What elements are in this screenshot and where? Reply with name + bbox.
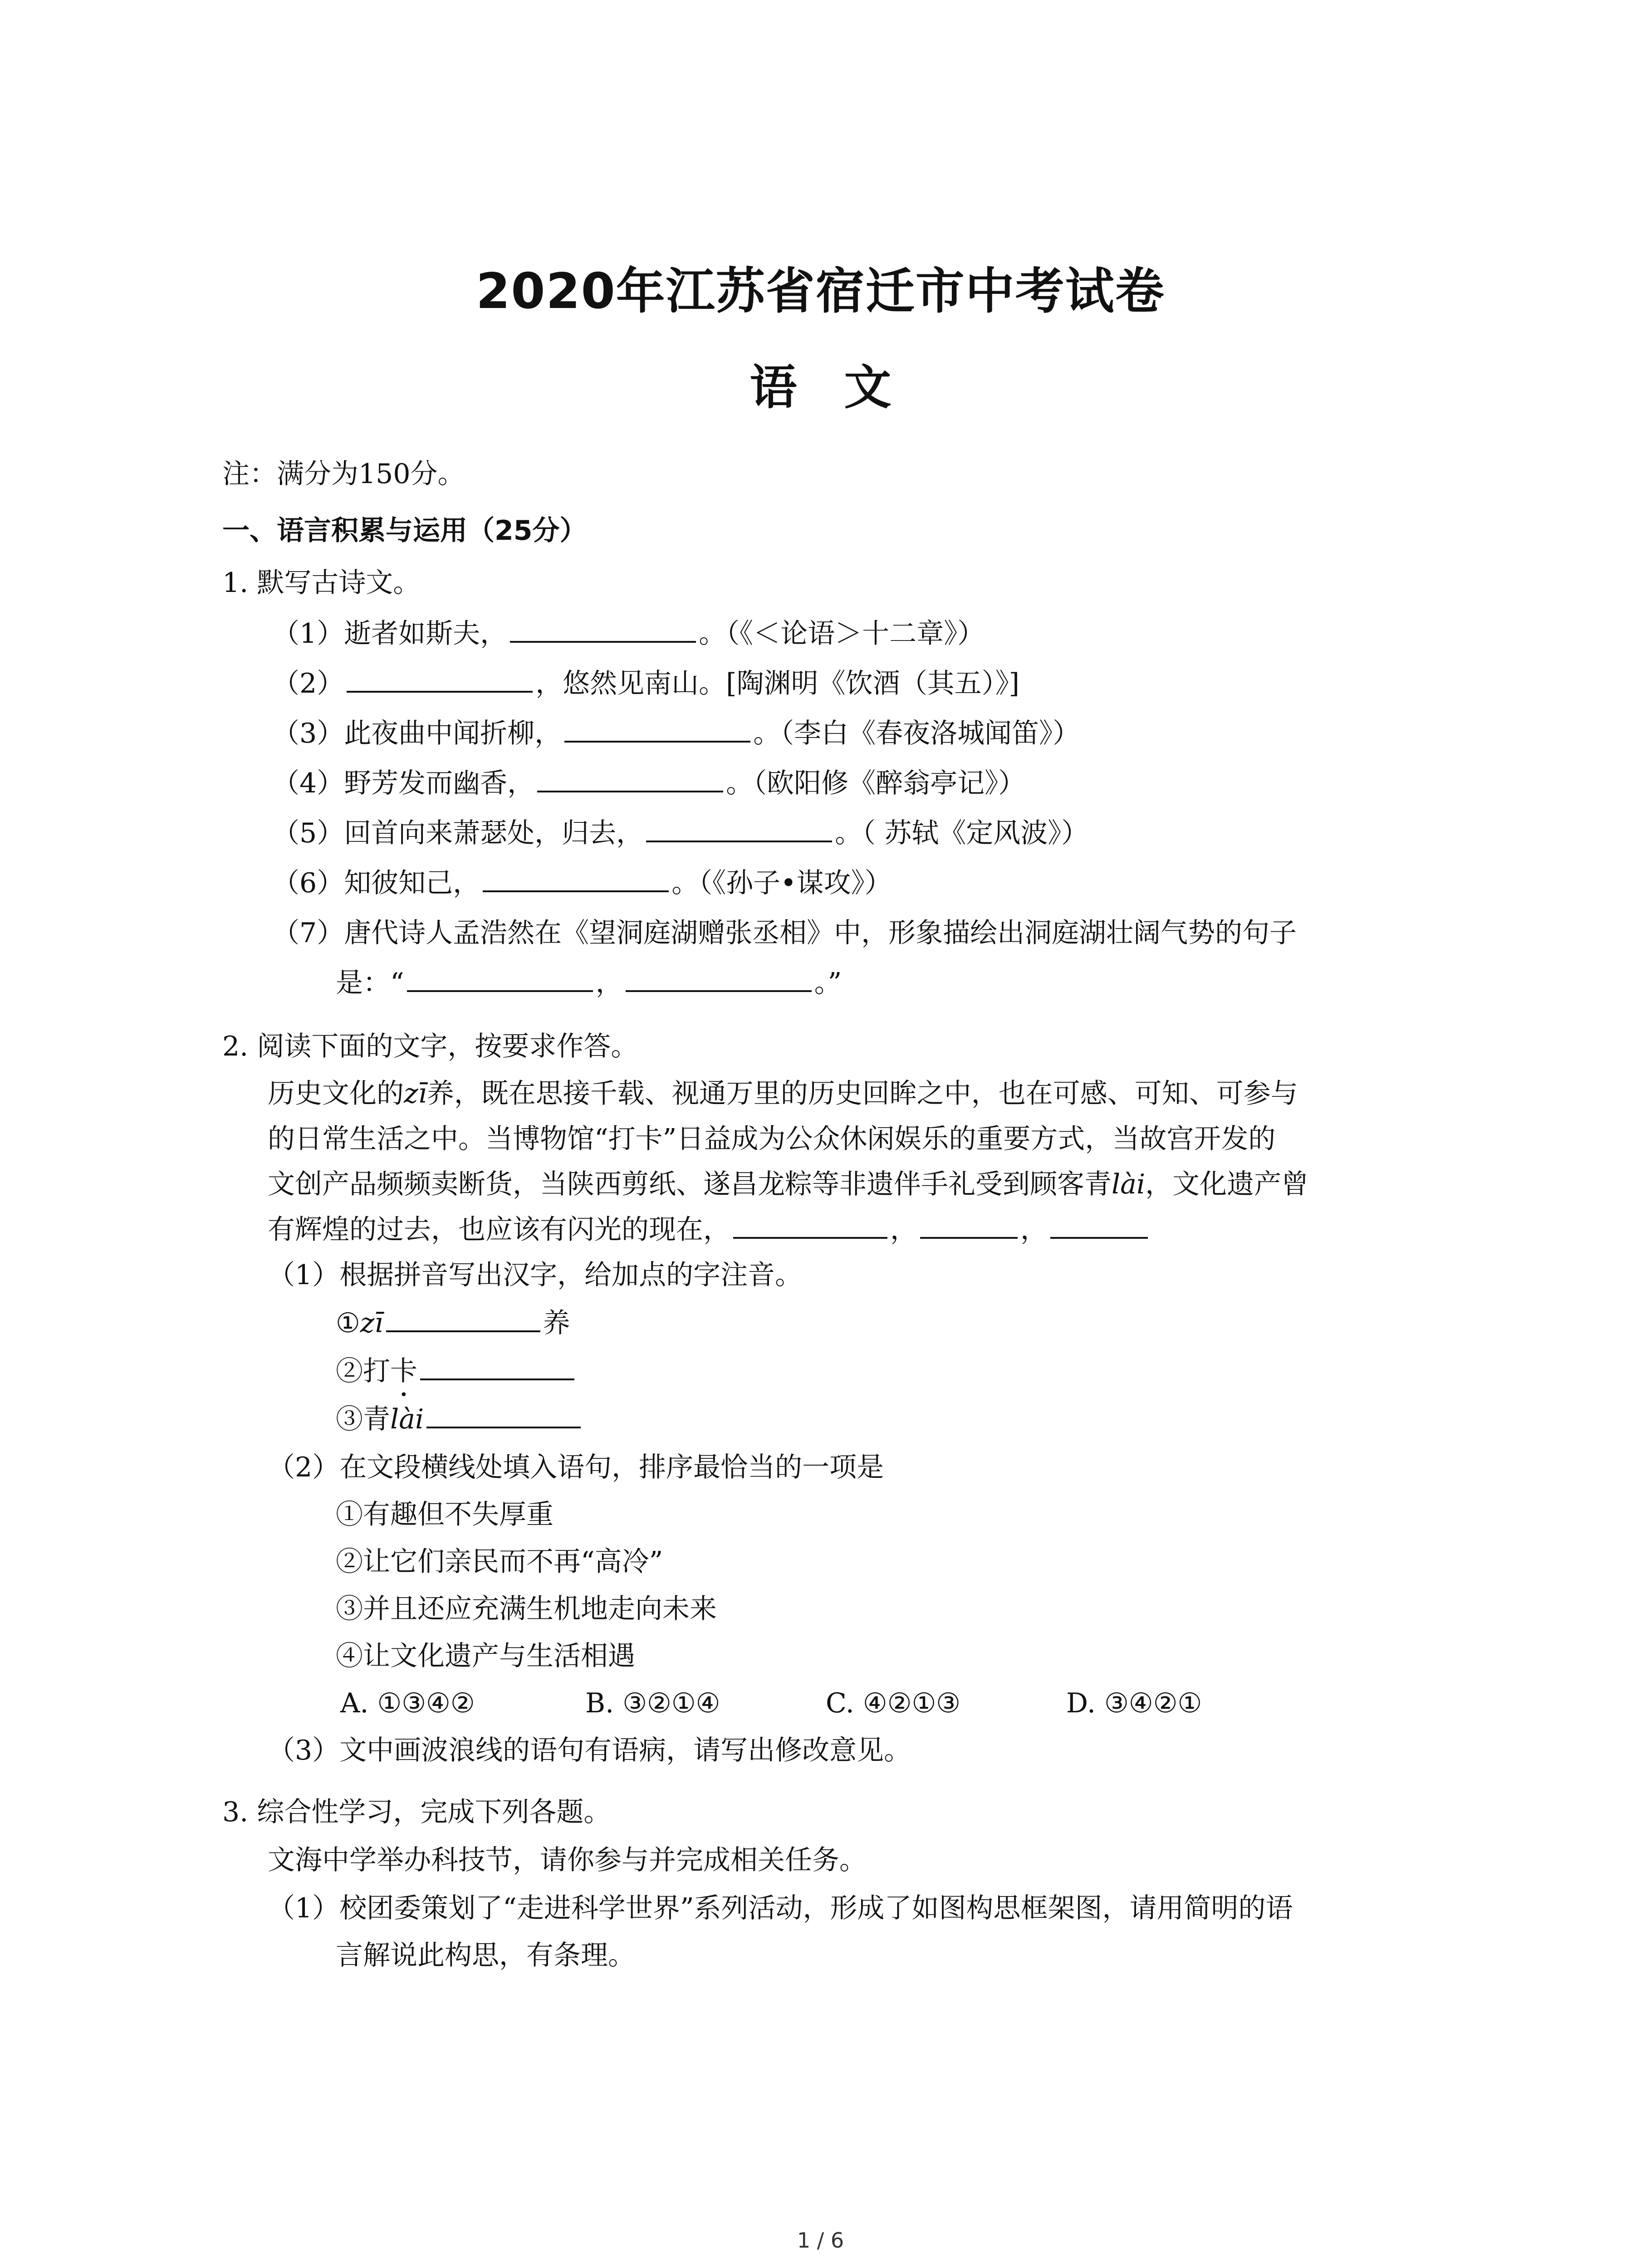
q2-sub-2 [268,1447,884,1488]
item-text-before: 野芳发而幽香， [344,767,535,799]
q2-sub-1-b [336,1351,577,1403]
circled-number: ③ [336,1403,363,1435]
item-text-after: 。（《孙子•谋攻》） [671,867,892,899]
q1-item-3 [272,713,1080,754]
passage-text: 文创产品频频卖断货，当陕西剪纸、遂昌龙粽等非遗伴手礼受到顾客青 [268,1168,1112,1200]
item-text: 青 [363,1403,390,1435]
passage-text: ，文化遗产曾 [1145,1168,1309,1200]
q1-item-7-line-2 [336,963,842,1003]
item-text: 校团委策划了“走进科学世界”系列活动，形成了如图构思框架图，请用简明的语 [339,1892,1293,1924]
item-text: 打 [363,1355,390,1387]
item-text: 养 [543,1307,570,1339]
q2-sub-1-c [336,1399,583,1440]
option-c[interactable]: C. ④②①③ [826,1687,961,1719]
section-heading: 一、语言积累与运用（25分） [222,515,587,547]
circled-number: ① [336,1307,360,1339]
score-note: 注：满分为150分。 [222,458,465,490]
item-text-after: 。（李白《春夜洛城闻笛》） [753,718,1080,749]
item-text: 是：“ [336,967,404,999]
item-text: 根据拼音写出汉字，给加点的字注音。 [339,1259,803,1291]
subject-title: 语 文 [749,360,892,415]
question-1-stem: 1. 默写古诗文。 [222,567,421,599]
option-a[interactable]: A. ①③④② [340,1687,475,1719]
item-text-after: 。（ 苏轼《定风波》） [835,817,1089,849]
circled-number: ② [336,1355,363,1387]
answer-blank[interactable] [483,865,669,892]
item-number: （2） [272,668,344,699]
item-text-before: 回首向来萧瑟处，归去， [344,817,644,849]
answer-blank[interactable] [407,965,593,992]
dotted-character: 卡 [390,1355,417,1387]
item-number: （6） [272,867,344,899]
passage-line-4 [268,1209,1151,1250]
answer-blank[interactable] [420,1353,574,1380]
item-number: （3） [268,1735,340,1766]
answer-blank[interactable] [920,1212,1018,1239]
q3-sub-1 [268,1888,1293,1929]
answer-blank[interactable] [646,815,832,842]
pinyin: zī [360,1307,383,1339]
question-3-stem: 3. 综合性学习，完成下列各题。 [222,1796,611,1828]
item-number: （2） [268,1452,340,1483]
answer-blank[interactable] [347,665,533,693]
choice-item: ①有趣但不失厚重 [336,1499,554,1530]
page-number: 1 / 6 [797,2228,844,2253]
option-b[interactable]: B. ③②①④ [585,1687,720,1719]
q3-sub-1-line-2: 言解说此构思，有条理。 [336,1940,635,1971]
answer-blank[interactable] [1050,1212,1148,1239]
answer-blank[interactable] [626,965,812,992]
item-text: 在文段横线处填入语句，排序最恰当的一项是 [339,1452,884,1483]
answer-blank[interactable] [733,1212,887,1239]
option-d[interactable]: D. ③④②① [1066,1687,1202,1719]
passage-line-3 [268,1164,1308,1205]
question-2-stem: 2. 阅读下面的文字，按要求作答。 [222,1031,638,1062]
q2-sub-1-a [336,1303,570,1344]
q1-item-1 [272,613,985,654]
item-text-before: 逝者如斯夫， [344,618,508,650]
q1-item-5 [272,813,1088,854]
item-number: （1） [268,1892,340,1924]
q1-item-4 [272,763,1025,804]
item-text-after: 。（《＜论语＞十二章》） [699,618,985,650]
item-number: （1） [268,1259,340,1291]
item-text-after: ，悠然见南山。[陶渊明《饮酒（其五）》] [535,668,1020,699]
answer-blank[interactable] [564,715,750,743]
answer-blank[interactable] [386,1305,540,1332]
passage-text: 有辉煌的过去，也应该有闪光的现在， [268,1214,730,1246]
answer-blank[interactable] [510,616,696,643]
item-text: ， [595,967,623,999]
page-title: 2020年江苏省宿迁市中考试卷 [476,263,1165,320]
q1-item-2 [272,663,1019,704]
q2-sub-1 [268,1255,802,1295]
q3-intro: 文海中学举办科技节，请你参与并完成相关任务。 [268,1844,867,1876]
pinyin: lài [390,1403,424,1435]
item-text-before: 此夜曲中闻折柳， [344,718,562,749]
q1-item-6 [272,863,892,904]
item-number: （1） [272,618,344,650]
choice-item: ④让文化遗产与生活相遇 [336,1640,635,1672]
item-text: 。” [814,967,842,999]
pinyin: lài [1112,1168,1146,1200]
item-text-before: 知彼知己， [344,867,480,899]
item-number: （5） [272,817,344,849]
passage-line-1 [268,1073,1298,1114]
answer-blank[interactable] [537,765,723,792]
q1-item-7 [272,913,1297,953]
q2-sub-3 [268,1730,911,1771]
passage-text: ， [1020,1214,1048,1246]
item-text: 文中画波浪线的语句有语病，请写出修改意见。 [339,1735,911,1766]
item-number: （4） [272,767,344,799]
item-number: （3） [272,718,344,749]
choice-item: ②让它们亲民而不再“高冷” [336,1546,663,1578]
passage-text: ， [890,1214,917,1246]
item-text-after: 。（欧阳修《醉翁亭记》） [726,767,1026,799]
choice-item: ③并且还应充满生机地走向未来 [336,1593,717,1625]
passage-text: 养，既在思接千载、视通万里的历史回眸之中，也在可感、可知、可参与 [426,1078,1298,1110]
answer-blank[interactable] [426,1401,581,1428]
item-text: 唐代诗人孟浩然在《望洞庭湖赠张丞相》中，形象描绘出洞庭湖壮阔气势的句子 [344,917,1297,949]
pinyin: zī [404,1078,427,1110]
passage-text: 历史文化的 [268,1078,404,1110]
passage-line-2: 的日常生活之中。当博物馆“打卡”日益成为公众休闲娱乐的重要方式，当故宫开发的 [268,1123,1276,1155]
item-number: （7） [272,917,344,949]
